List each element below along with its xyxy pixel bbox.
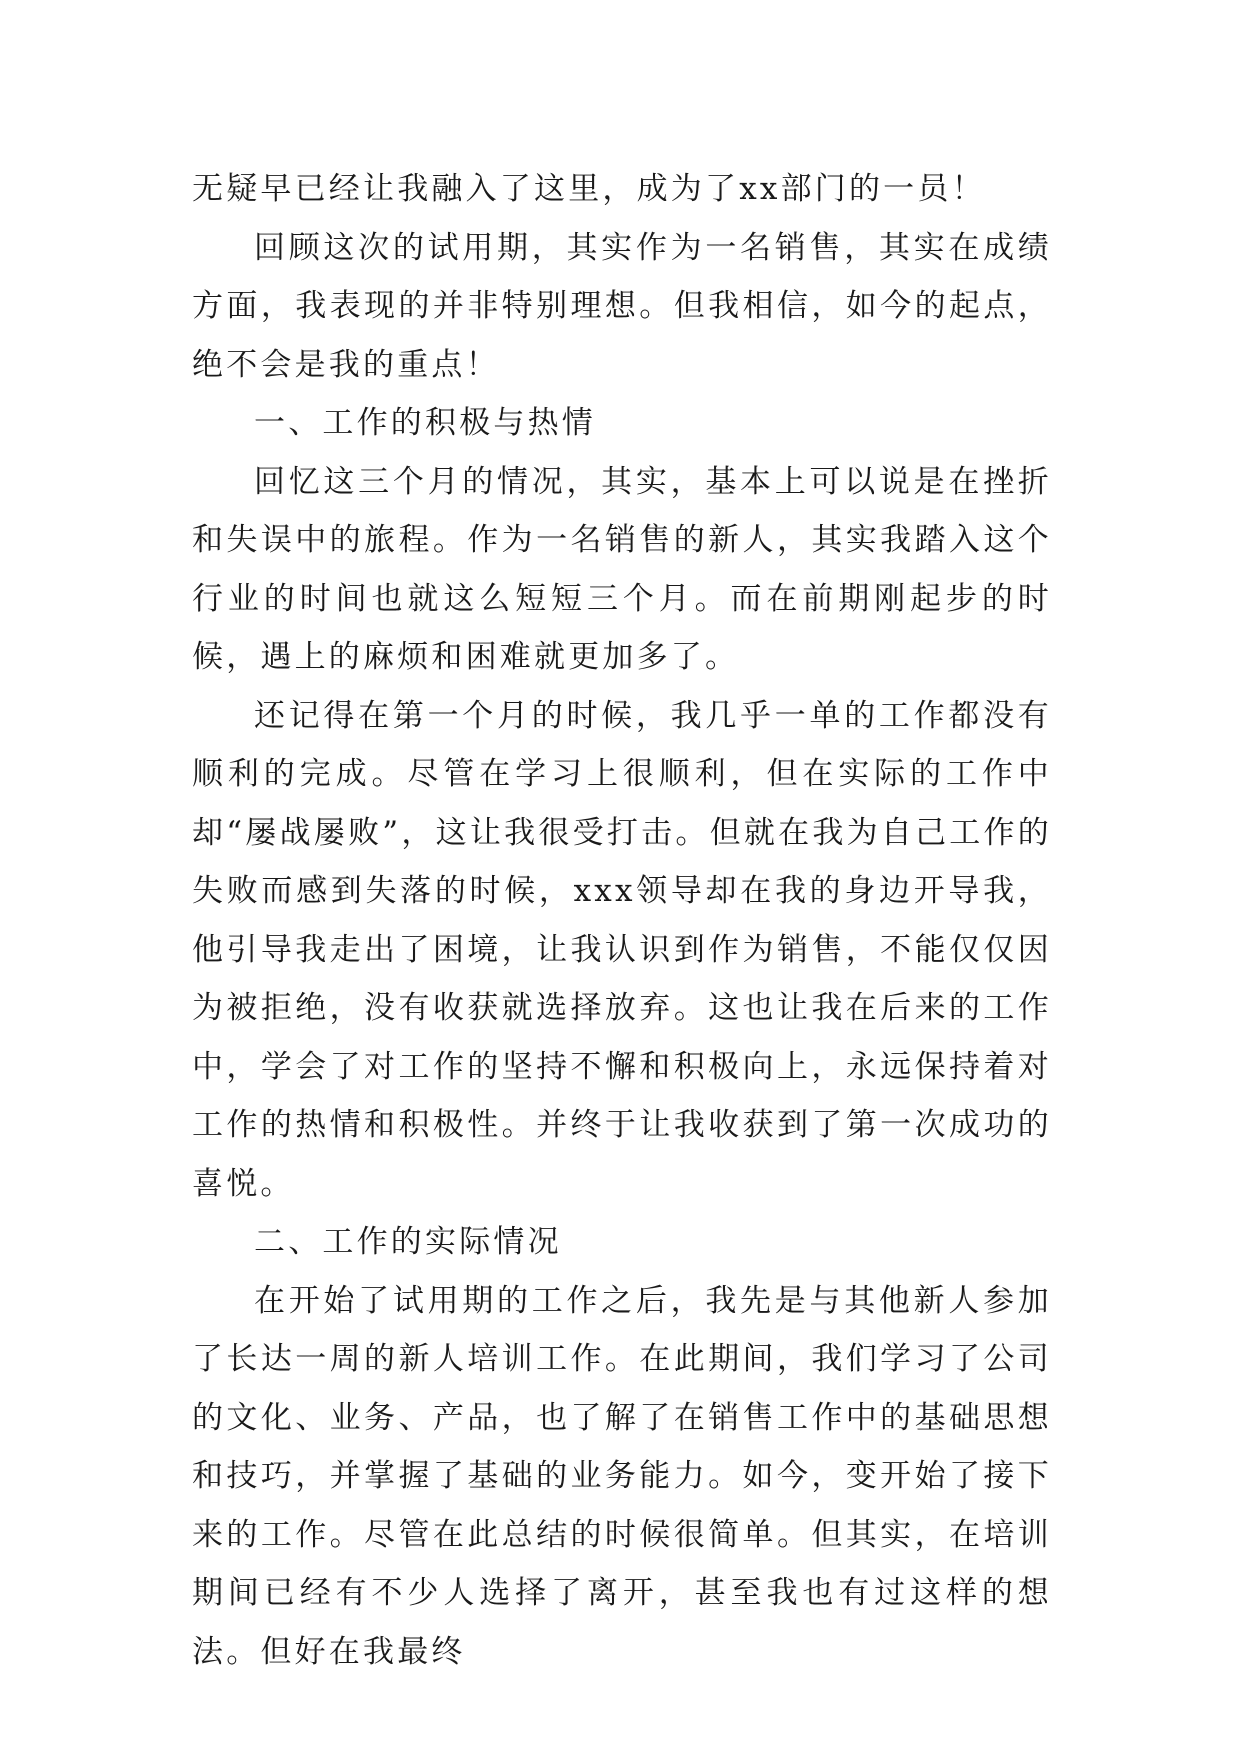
paragraph-first-month: 还记得在第一个月的时候，我几乎一单的工作都没有顺利的完成。尽管在学习上很顺利，但在实际的工作中却“屡战屡败”，这让我很受打击。但就在我为自己工作的失败而感到失落的时候，xxx领导却在我的身边开导我，他引导我走出了困境，让我认识到作为销售，不能仅仅因为被拒绝，没有收获就选择放弃。这也让我在后来的工作中，学会了对工作的坚持不懈和积极向上，永远保持着对工作的热情和积极性。并终于让我收获到了第一次成功的喜悦。 bbox=[192, 697, 1052, 1202]
section-heading-1: 一、工作的积极与热情 bbox=[254, 405, 596, 441]
paragraph-training: 在开始了试用期的工作之后，我先是与其他新人参加了长达一周的新人培训工作。在此期间，我们学习了公司的文化、业务、产品，也了解了在销售工作中的基础思想和技巧，并掌握了基础的业务能力。如今，变开始了接下来的工作。尽管在此总结的时候很简单。但其实，在培训期间已经有不少人选择了离开，甚至我也有过这样的想法。但好在我最终 bbox=[192, 1282, 1052, 1670]
paragraph-review: 回顾这次的试用期，其实作为一名销售，其实在成绩方面，我表现的并非特别理想。但我相信，如今的起点，绝不会是我的重点！ bbox=[192, 229, 1052, 383]
section-heading-2: 二、工作的实际情况 bbox=[254, 1224, 562, 1260]
paragraph-recall: 回忆这三个月的情况，其实，基本上可以说是在挫折和失误中的旅程。作为一名销售的新人，其实我踏入这个行业的时间也就这么短短三个月。而在前期刚起步的时候，遇上的麻烦和困难就更加多了。 bbox=[192, 463, 1052, 675]
document-body bbox=[192, 160, 1052, 1681]
paragraph-intro: 无疑早已经让我融入了这里，成为了xx部门的一员！ bbox=[192, 171, 986, 207]
